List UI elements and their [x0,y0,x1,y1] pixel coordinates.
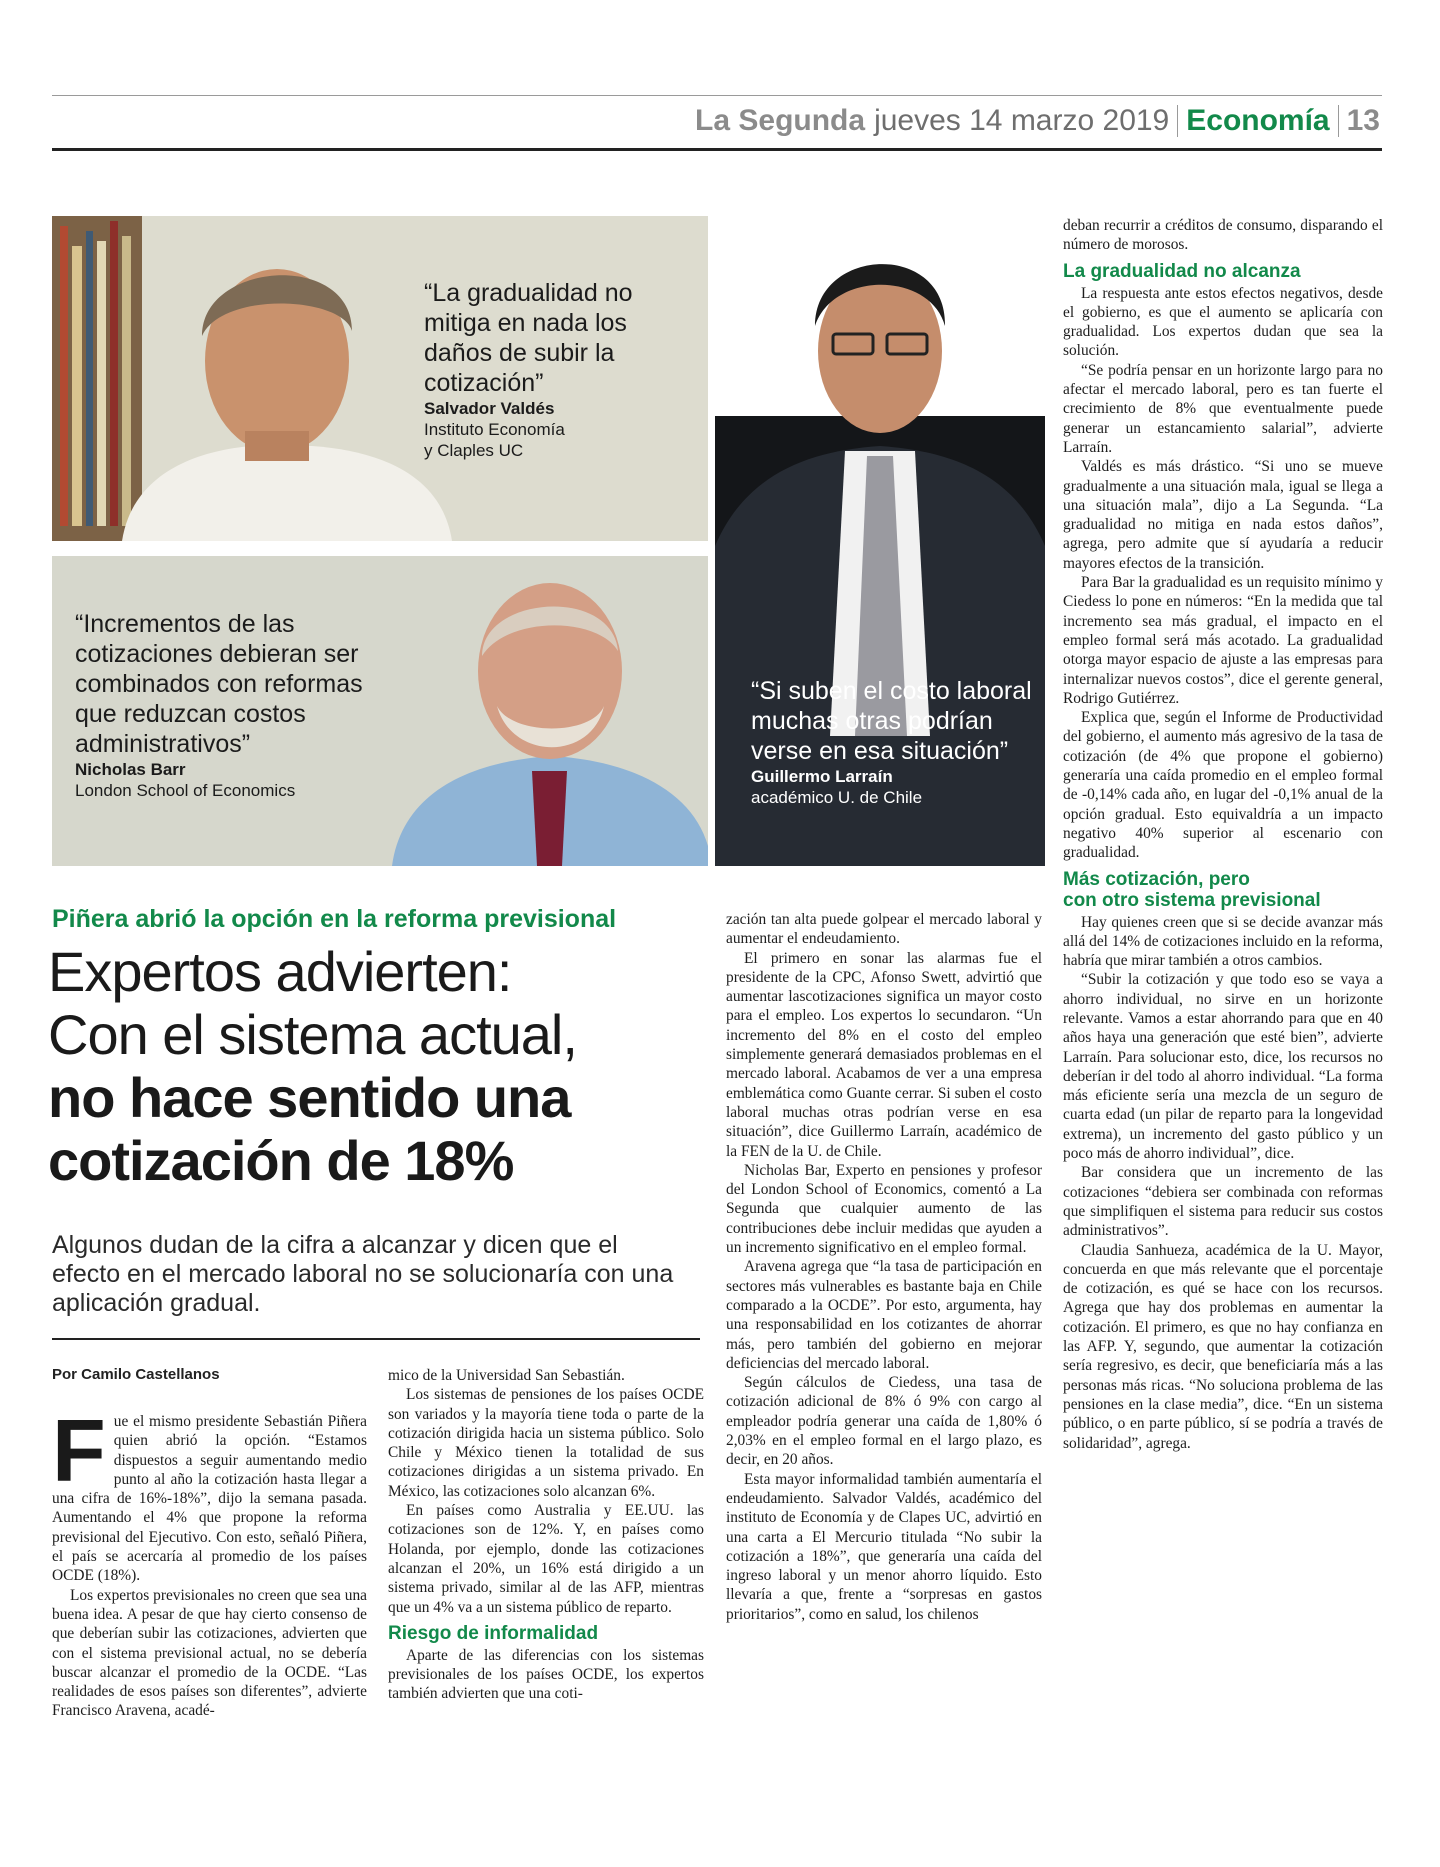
headline-line: cotización de 18% [48,1129,514,1192]
paragraph: Explica que, según el Informe de Productividad del gobierno, el aumento más agresivo de la tasa de cotización (de 4% que propone el gobierno) generaría una caída promedio en el empleo formal de -0,14% cada año, en lugar del -0,1% anual de la opción gradual. Esto equivaldría a un impacto negativo 40% superior al escenario con gradualidad. [1063,709,1383,862]
article-column-3 [726,910,1042,1624]
quote-larrain-affiliation: académico U. de Chile [751,788,923,807]
paragraph: La respuesta ante estos efectos negativos, desde el gobierno, es que el aumento se aplicaría con gradualidad. Los expertos dudan que sea la solución. [1063,284,1383,360]
article-headline [48,940,708,1192]
article-column-4 [1063,216,1383,1453]
publication-name: La Segunda [695,104,866,137]
quote-larrain [751,676,1041,808]
article-deck: Algunos dudan de la cifra a alcanzar y dicen que el efecto en el mercado laboral no se solucionaría con una aplicación gradual. [52,1231,674,1317]
quote-barr-name: Nicholas Barr [75,760,186,779]
masthead-top-rule [52,95,1382,96]
quote-larrain-name: Guillermo Larraín [751,767,893,786]
paragraph: deban recurrir a créditos de consumo, disparando el número de morosos. [1063,217,1383,254]
paragraph-text: ue el mismo presidente Sebastián Piñera quien abrió la opción. “Estamos dispuestos a seguir aumentando medio punto al año la cotización hasta llegar a una cifra de 16%-18%”, dijo la semana pasada. Aumentando el 4% que propone la reforma previsional del Ejecutivo. Con esto, señaló Piñera, el país se acercaría al promedio de los países OCDE (18%). [52,1413,367,1585]
subheading: La gradualidad no alcanza [1063,260,1301,282]
paragraph: Claudia Sanhueza, académica de la U. Mayor, concuerda en que más relevante que el porcentaje de cotización, es qué se hace con los recursos. Agrega que hay dos problemas en aumentar la cotización. El primero, es que no hay confianza en las AFP. Y, segundo, que aumentar la cotización sería regresivo, es decir, que beneficiaría más a las personas más ricas. “No soluciona problema de las pensiones en la clase media”, dice. “En un sistema público, o en parte público, sí se podría a través de solidaridad”, agrega. [1063,1241,1383,1452]
headline-line: Expertos advierten: [48,940,512,1003]
subheading: Riesgo de informalidad [388,1622,599,1644]
paragraph: Bar considera que un incremento de las cotizaciones “debiera ser combinada con reformas que simplifiquen el sistema para reducir sus costos administrativos”. [1063,1164,1383,1240]
paragraph [52,1401,367,1586]
subheading-line: con otro sistema previsional [1063,889,1321,911]
paragraph: El primero en sonar las alarmas fue el presidente de la CPC, Afonso Swett, advirtió que aumentar lascotizaciones significa un mayor costo para el empleo. Los expertos lo secundaron. “Un incremento del 8% en el costo del empleo simplemente generará demasiados problemas en el mercado laboral. Acabamos de ver a una empresa emblemática como Guante cerrar. Si suben el costo laboral muchas otras podrían verse en esa situación”, dice Guillermo Larraín, académico de la FEN de la U. de Chile. [726,949,1042,1160]
article-column-1 [52,1401,367,1721]
headline-line: no hace sentido una [48,1066,571,1129]
masthead-divider [1177,105,1178,137]
subheading [1063,869,1383,911]
quote-valdes-affiliation: y Claples UC [424,441,524,460]
paragraph: Nicholas Bar, Experto en pensiones y profesor del London School of Economics, comentó a La Segunda que cualquier aumento de las contribuciones debe incluir medidas que ayuden a un incremento significativo en el empleo formal. [726,1161,1042,1257]
photo-salvador-valdes [52,216,708,541]
paragraph: Aravena agrega que “la tasa de participación en sectores más vulnerables es bastante baja en Chile comparado a la OCDE”. Por esto, argumenta, hay una responsabilidad en los cotizantes de ahorrar más, pero también del gobierno en mejorar deficiencias del mercado laboral. [726,1258,1042,1372]
paragraph: Esta mayor informalidad también aumentaría el endeudamiento. Salvador Valdés, académico del instituto de Economía y de Clapes UC, advirtió en una carta a El Mercurio titulada “No subir la cotización a 18%”, que generaría una caída del ingreso laboral y un menor ahorro líquido. Esto llevaría a que, frente a “sorpresas en gastos prioritarios”, como en salud, los chilenos [726,1470,1042,1623]
headline-line: Con el sistema actual, [48,1003,577,1066]
paragraph: “Se podría pensar en un horizonte largo para no afectar el mercado laboral, pero es tan fuerte el crecimiento de 8% que eventualmente puede generar un estancamiento salarial”, advierte Larraín. [1063,361,1383,456]
paragraph: Según cálculos de Ciedess, una tasa de cotización adicional de 8% ó 9% con cargo al empleador podría generar una caída de 1,80% ó 2,03% en el empleo formal en el largo plazo, es decir, en 20 años. [726,1374,1042,1469]
section-name: Economía [1186,104,1330,137]
masthead-divider [1338,105,1339,137]
drop-cap: F [52,1401,106,1500]
paragraph: Los expertos previsionales no creen que sea una buena idea. A pesar de que hay cierto consenso de que deberían subir las cotizaciones, advierten que con el sistema previsional actual, no se debería buscar alcanzar el promedio de la OCDE. “Las realidades de esos países son diferentes”, advierte Francisco Aravena, acadé- [52,1586,367,1720]
photo-guillermo-larrain [715,216,1045,866]
subheading-line: Más cotización, pero [1063,868,1250,890]
masthead-bottom-rule [52,148,1382,151]
quote-barr-affiliation: London School of Economics [75,781,296,800]
quote-valdes-name: Salvador Valdés [424,399,555,418]
quote-valdes-text: “La gradualidad no mitiga en nada los daños de subir la cotización” [424,279,633,397]
paragraph: Los sistemas de pensiones de los países OCDE son variados y la mayoría tiene toda o parte de la cotización dirigida hacia un sistema público. Solo Chile y México tienen la totalidad de sus cotizaciones dirigidas a un sistema privado. En México, las cotizaciones solo alcanzan 6%. [388,1386,704,1500]
paragraph: mico de la Universidad San Sebastián. [388,1367,625,1384]
deck-rule [52,1338,700,1340]
photo-nicholas-barr [52,556,708,866]
masthead [695,101,1380,141]
quote-valdes-affiliation: Instituto Economía [424,420,565,439]
page-number: 13 [1346,104,1380,137]
issue-date: jueves 14 marzo 2019 [874,104,1170,137]
byline: Por Camilo Castellanos [52,1366,220,1383]
paragraph: “Subir la cotización y que todo eso se vaya a ahorro individual, no sirve en un horizonte relevante. Vamos a estar ahorrando para que en 40 años haya una generación que esté bien”, advierte Larraín. Para solucionar esto, dice, los recursos no deberían ir del todo al ahorro individual. “La forma más eficiente sería una mezcla de un seguro de cuarta edad (un pilar de reparto para la longevidad extrema), un incremento del gasto público y un poco más de ahorro individual”, dice. [1063,971,1383,1163]
article-kicker: Piñera abrió la opción en la reforma previsional [52,905,617,933]
paragraph: Para Bar la gradualidad es un requisito mínimo y Ciedess lo pone en números: “En la medida que tal incremento sea más gradual, el impacto en el empleo formal será más acotado. La gradualidad otorga mayor espacio de ajuste a las empresas para internalizar nuevos costos”, dice el gerente general, Rodrigo Gutiérrez. [1063,574,1383,707]
paragraph: Aparte de las diferencias con los sistemas previsionales de los países OCDE, los expertos también advierten que una coti- [388,1646,704,1703]
paragraph: En países como Australia y EE.UU. las cotizaciones son de 12%. Y, en países como Holanda, por ejemplo, donde las cotizaciones alcanzan el 20%, un 16% está dirigido a un sistema privado, similar al de las AFP, mientras que un 4% va a un sistema público de reparto. [388,1502,704,1616]
article-column-2 [388,1366,704,1704]
paragraph: Valdés es más drástico. “Si uno se mueve gradualmente a una situación mala, igual se llega a una situación mala”, dijo a La Segunda. “La gradualidad no mitiga en nada estos daños”, agrega, pero admite que sí ayudaría a reducir mayores efectos de la transición. [1063,458,1383,572]
quote-barr-text: “Incrementos de las cotizaciones debieran ser combinados con reformas que reduzcan costos administrativos” [75,610,363,758]
paragraph: zación tan alta puede golpear el mercado laboral y aumentar el endeudamiento. [726,911,1042,948]
quote-barr [75,609,395,801]
quote-valdes [424,278,699,461]
paragraph: Hay quienes creen que si se decide avanzar más allá del 14% de cotizaciones incluido en la reforma, habría que mirar también a otros cambios. [1063,913,1383,970]
quote-larrain-text: “Si suben el costo laboral muchas otras podrían verse en esa situación” [751,677,1032,765]
